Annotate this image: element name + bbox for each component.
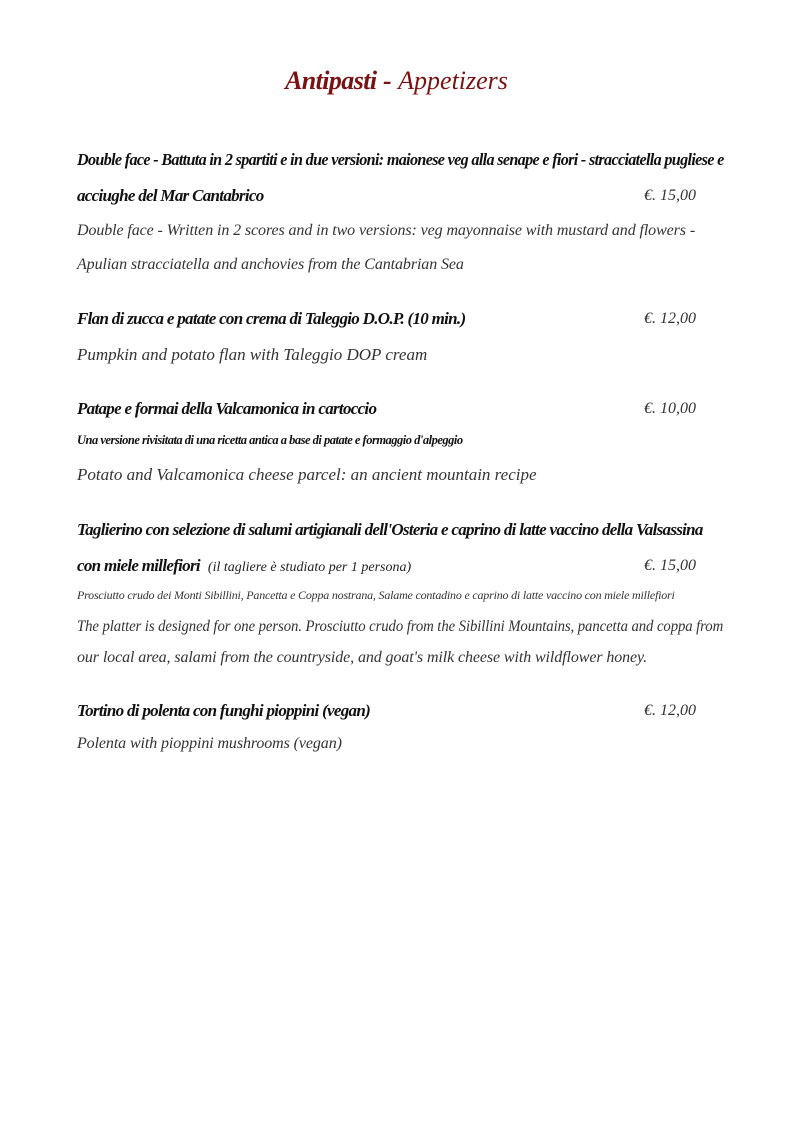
dish-price: €. 15,00 — [644, 187, 696, 204]
dish-description: Potato and Valcamonica cheese parcel: an ancient mountain recipe — [77, 465, 537, 484]
dish-price: €. 10,00 — [644, 400, 696, 417]
page-title — [0, 66, 793, 96]
dish-price: €. 12,00 — [644, 310, 696, 327]
dish-description: Pumpkin and potato flan with Taleggio DOP cream — [77, 345, 428, 364]
title-english: Appetizers — [398, 66, 508, 95]
dish-description: Double face - Written in 2 scores and in two versions: veg mayonnaise with mustard and flowers - — [77, 222, 696, 239]
dish-note: Prosciutto crudo dei Monti Sibillini, Pancetta e Coppa nostrana, Salame contadino e caprino di latte vaccino con miele millefiori — [77, 588, 675, 602]
dish-name: Taglierino con selezione di salumi artigianali dell'Osteria e caprino di latte vaccino della Valsassina — [77, 520, 703, 539]
dish-description: Polenta with pioppini mushrooms (vegan) — [77, 735, 342, 752]
dish-name: Flan di zucca e patate con crema di Taleggio D.O.P. (10 min.) — [77, 309, 466, 328]
dish-description: our local area, salami from the countryside, and goat's milk cheese with wildflower honey. — [77, 649, 648, 666]
dish-name-line2 — [77, 556, 411, 576]
dish-name: Double face - Battuta in 2 spartiti e in due versioni: maionese veg alla senape e fiori - stracciatella pugliese e — [77, 150, 724, 169]
dish-price: €. 12,00 — [644, 702, 696, 719]
title-italian: Antipasti — [285, 66, 377, 95]
dish-price: €. 15,00 — [644, 557, 696, 574]
dish-name: acciughe del Mar Cantabrico — [77, 186, 264, 205]
dish-note: Una versione rivisitata di una ricetta antica a base di patate e formaggio d'alpeggio — [77, 433, 463, 447]
dish-name: Patape e formai della Valcamonica in cartoccio — [77, 399, 377, 418]
dish-description: Apulian stracciatella and anchovies from the Cantabrian Sea — [77, 256, 464, 273]
dish-description: The platter is designed for one person. Prosciutto crudo from the Sibillini Mountains, pancetta and coppa from — [77, 618, 724, 635]
title-separator: - — [376, 66, 399, 95]
dish-name: Tortino di polenta con funghi pioppini (vegan) — [77, 701, 371, 720]
dish-portion-note: (il tagliere è studiato per 1 persona) — [207, 560, 412, 575]
dish-name: con miele millefiori — [77, 556, 200, 575]
